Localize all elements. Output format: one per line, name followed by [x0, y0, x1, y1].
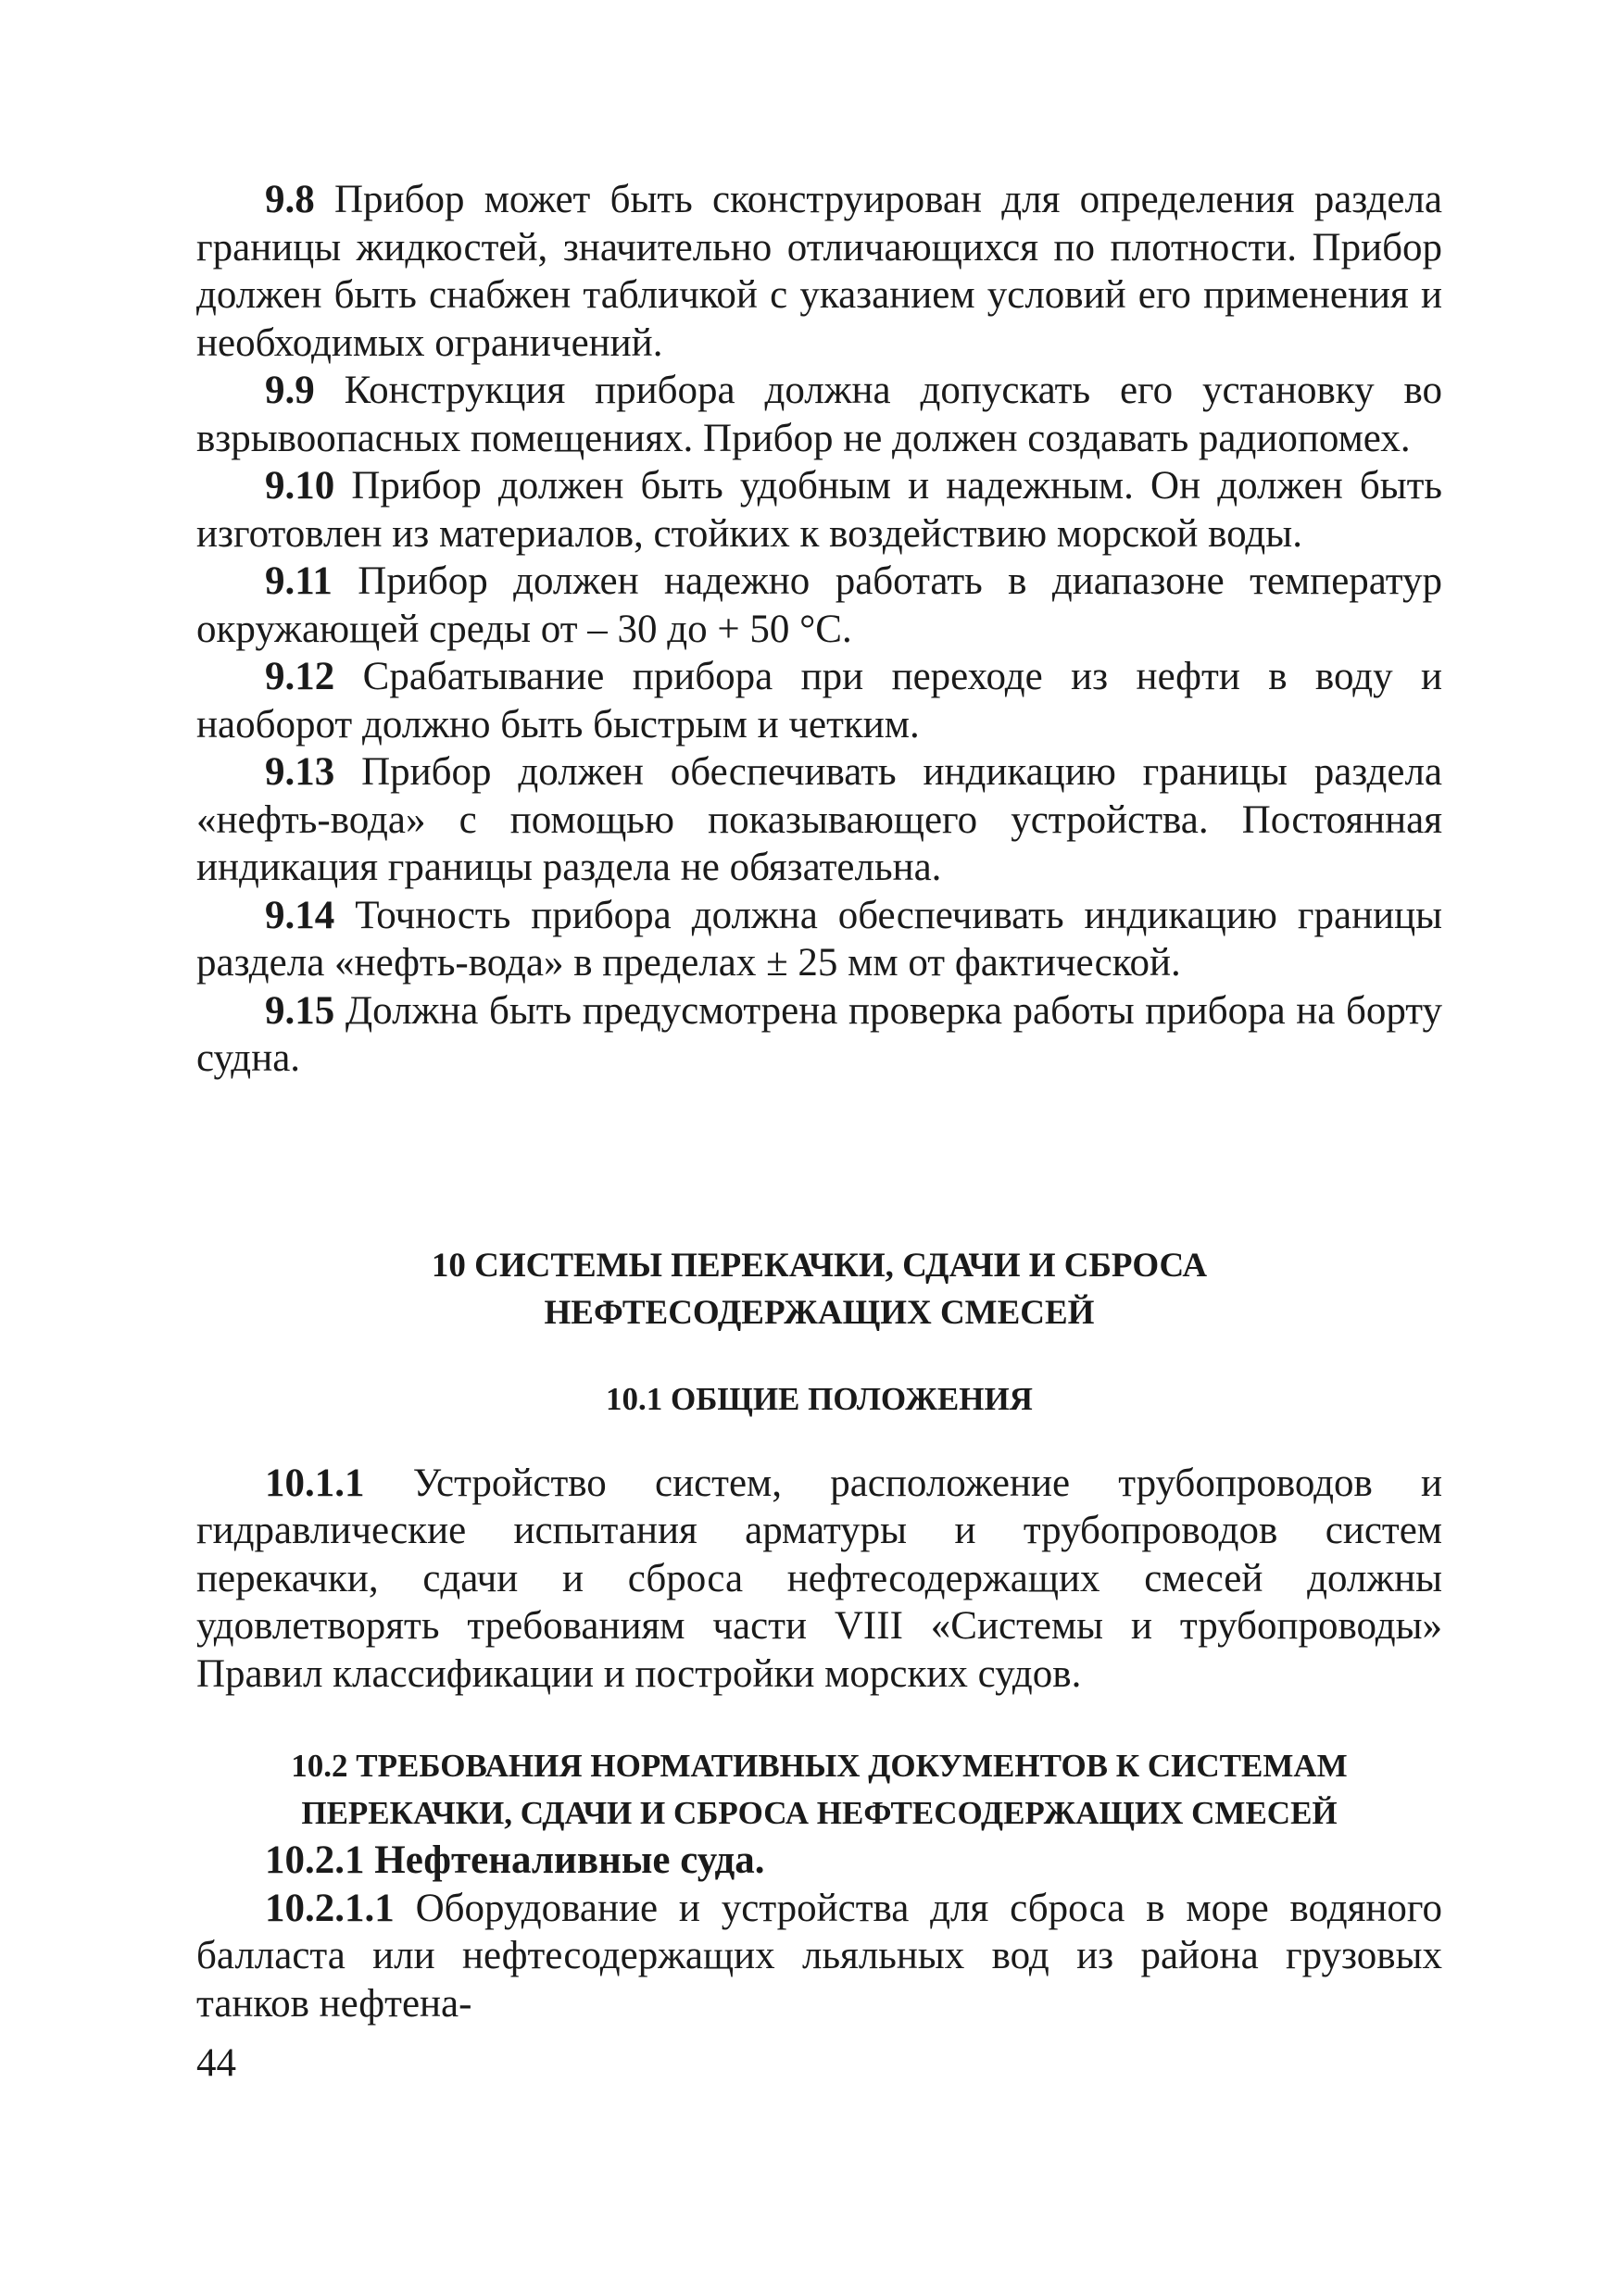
- paragraph-9-8: [196, 176, 1442, 367]
- page-number: 44: [196, 2041, 236, 2085]
- section-10-heading: [196, 1242, 1442, 1336]
- paragraph-9-13: [196, 748, 1442, 892]
- section-10-2-heading: [196, 1742, 1442, 1837]
- paragraph-9-12: [196, 653, 1442, 748]
- clause-number: 9.11: [265, 559, 333, 603]
- clause-number: 9.10: [265, 464, 335, 508]
- section-10-heading-line2: НЕФТЕСОДЕРЖАЩИХ СМЕСЕЙ: [544, 1293, 1095, 1332]
- clause-text: Прибор должен надежно работать в диапазоне температур окружающей среды от – 30 до + 50 °С.: [196, 559, 1442, 651]
- clause-number: 9.12: [265, 655, 335, 698]
- clause-number: 10.1.1: [265, 1461, 365, 1505]
- clause-number: 9.15: [265, 988, 335, 1033]
- clause-number: 9.9: [265, 369, 315, 412]
- section-10-2-heading-line1: 10.2 ТРЕБОВАНИЯ НОРМАТИВНЫХ ДОКУМЕНТОВ К СИСТЕМАМ: [291, 1748, 1348, 1784]
- clause-number: 9.14: [265, 893, 335, 937]
- paragraph-10-2-1-1: [196, 1885, 1442, 2028]
- clause-number: 9.13: [265, 750, 335, 794]
- clause-text: Оборудование и устройства для сброса в море водяного балласта или нефтесодержащих льяльных вод из района грузовых танков нефтена-: [196, 1886, 1442, 2026]
- section-10-heading-line1: 10 СИСТЕМЫ ПЕРЕКАЧКИ, СДАЧИ И СБРОСА: [431, 1246, 1208, 1285]
- clause-text: Прибор может быть сконструирован для определения раздела границы жидкостей, значительно отличающихся по плотности. Прибор должен быть снабжен табличкой с указанием условий его применения и необходимых ограничений.: [196, 178, 1442, 365]
- clause-text: Устройство систем, расположение трубопроводов и гидравлические испытания арматуры и трубопроводов систем перекачки, сдачи и сброса нефтесодержащих смесей должны удовлетворять требованиям части VIII «Системы и трубопроводы» Правил классификации и постройки морских судов.: [196, 1461, 1442, 1696]
- clause-text: Прибор должен обеспечивать индикацию границы раздела «нефть-вода» с помощью показывающего устройства. Постоянная индикация границы раздела не обязательна.: [196, 750, 1442, 889]
- section-10-1-heading: 10.1 ОБЩИЕ ПОЛОЖЕНИЯ: [606, 1380, 1033, 1417]
- page-body: [196, 176, 1442, 2027]
- paragraph-9-9: [196, 367, 1442, 462]
- subsection-10-2-1-title: 10.2.1 Нефтеналивные суда.: [265, 1838, 765, 1882]
- clause-text: Прибор должен быть удобным и надежным. Он должен быть изготовлен из материалов, стойких к воздействию морской воды.: [196, 464, 1442, 556]
- paragraph-9-14: [196, 892, 1442, 987]
- paragraph-10-1-1: [196, 1460, 1442, 1699]
- clause-text: Срабатывание прибора при переходе из нефти в воду и наоборот должно быть быстрым и четким.: [196, 655, 1442, 747]
- clause-text: Конструкция прибора должна допускать его установку во взрывоопасных помещениях. Прибор не должен создавать радиопомех.: [196, 369, 1442, 460]
- clause-number: 10.2.1.1: [265, 1886, 395, 1930]
- paragraph-9-10: [196, 462, 1442, 558]
- paragraph-9-15: [196, 987, 1442, 1083]
- clause-text: Должна быть предусмотрена проверка работы прибора на борту судна.: [196, 988, 1442, 1080]
- section-10-2-heading-line2: ПЕРЕКАЧКИ, СДАЧИ И СБРОСА НЕФТЕСОДЕРЖАЩИХ СМЕСЕЙ: [301, 1795, 1338, 1831]
- clause-number: 9.8: [265, 178, 315, 221]
- paragraph-9-11: [196, 558, 1442, 653]
- clause-text: Точность прибора должна обеспечивать индикацию границы раздела «нефть-вода» в пределах ± 25 мм от фактической.: [196, 893, 1442, 985]
